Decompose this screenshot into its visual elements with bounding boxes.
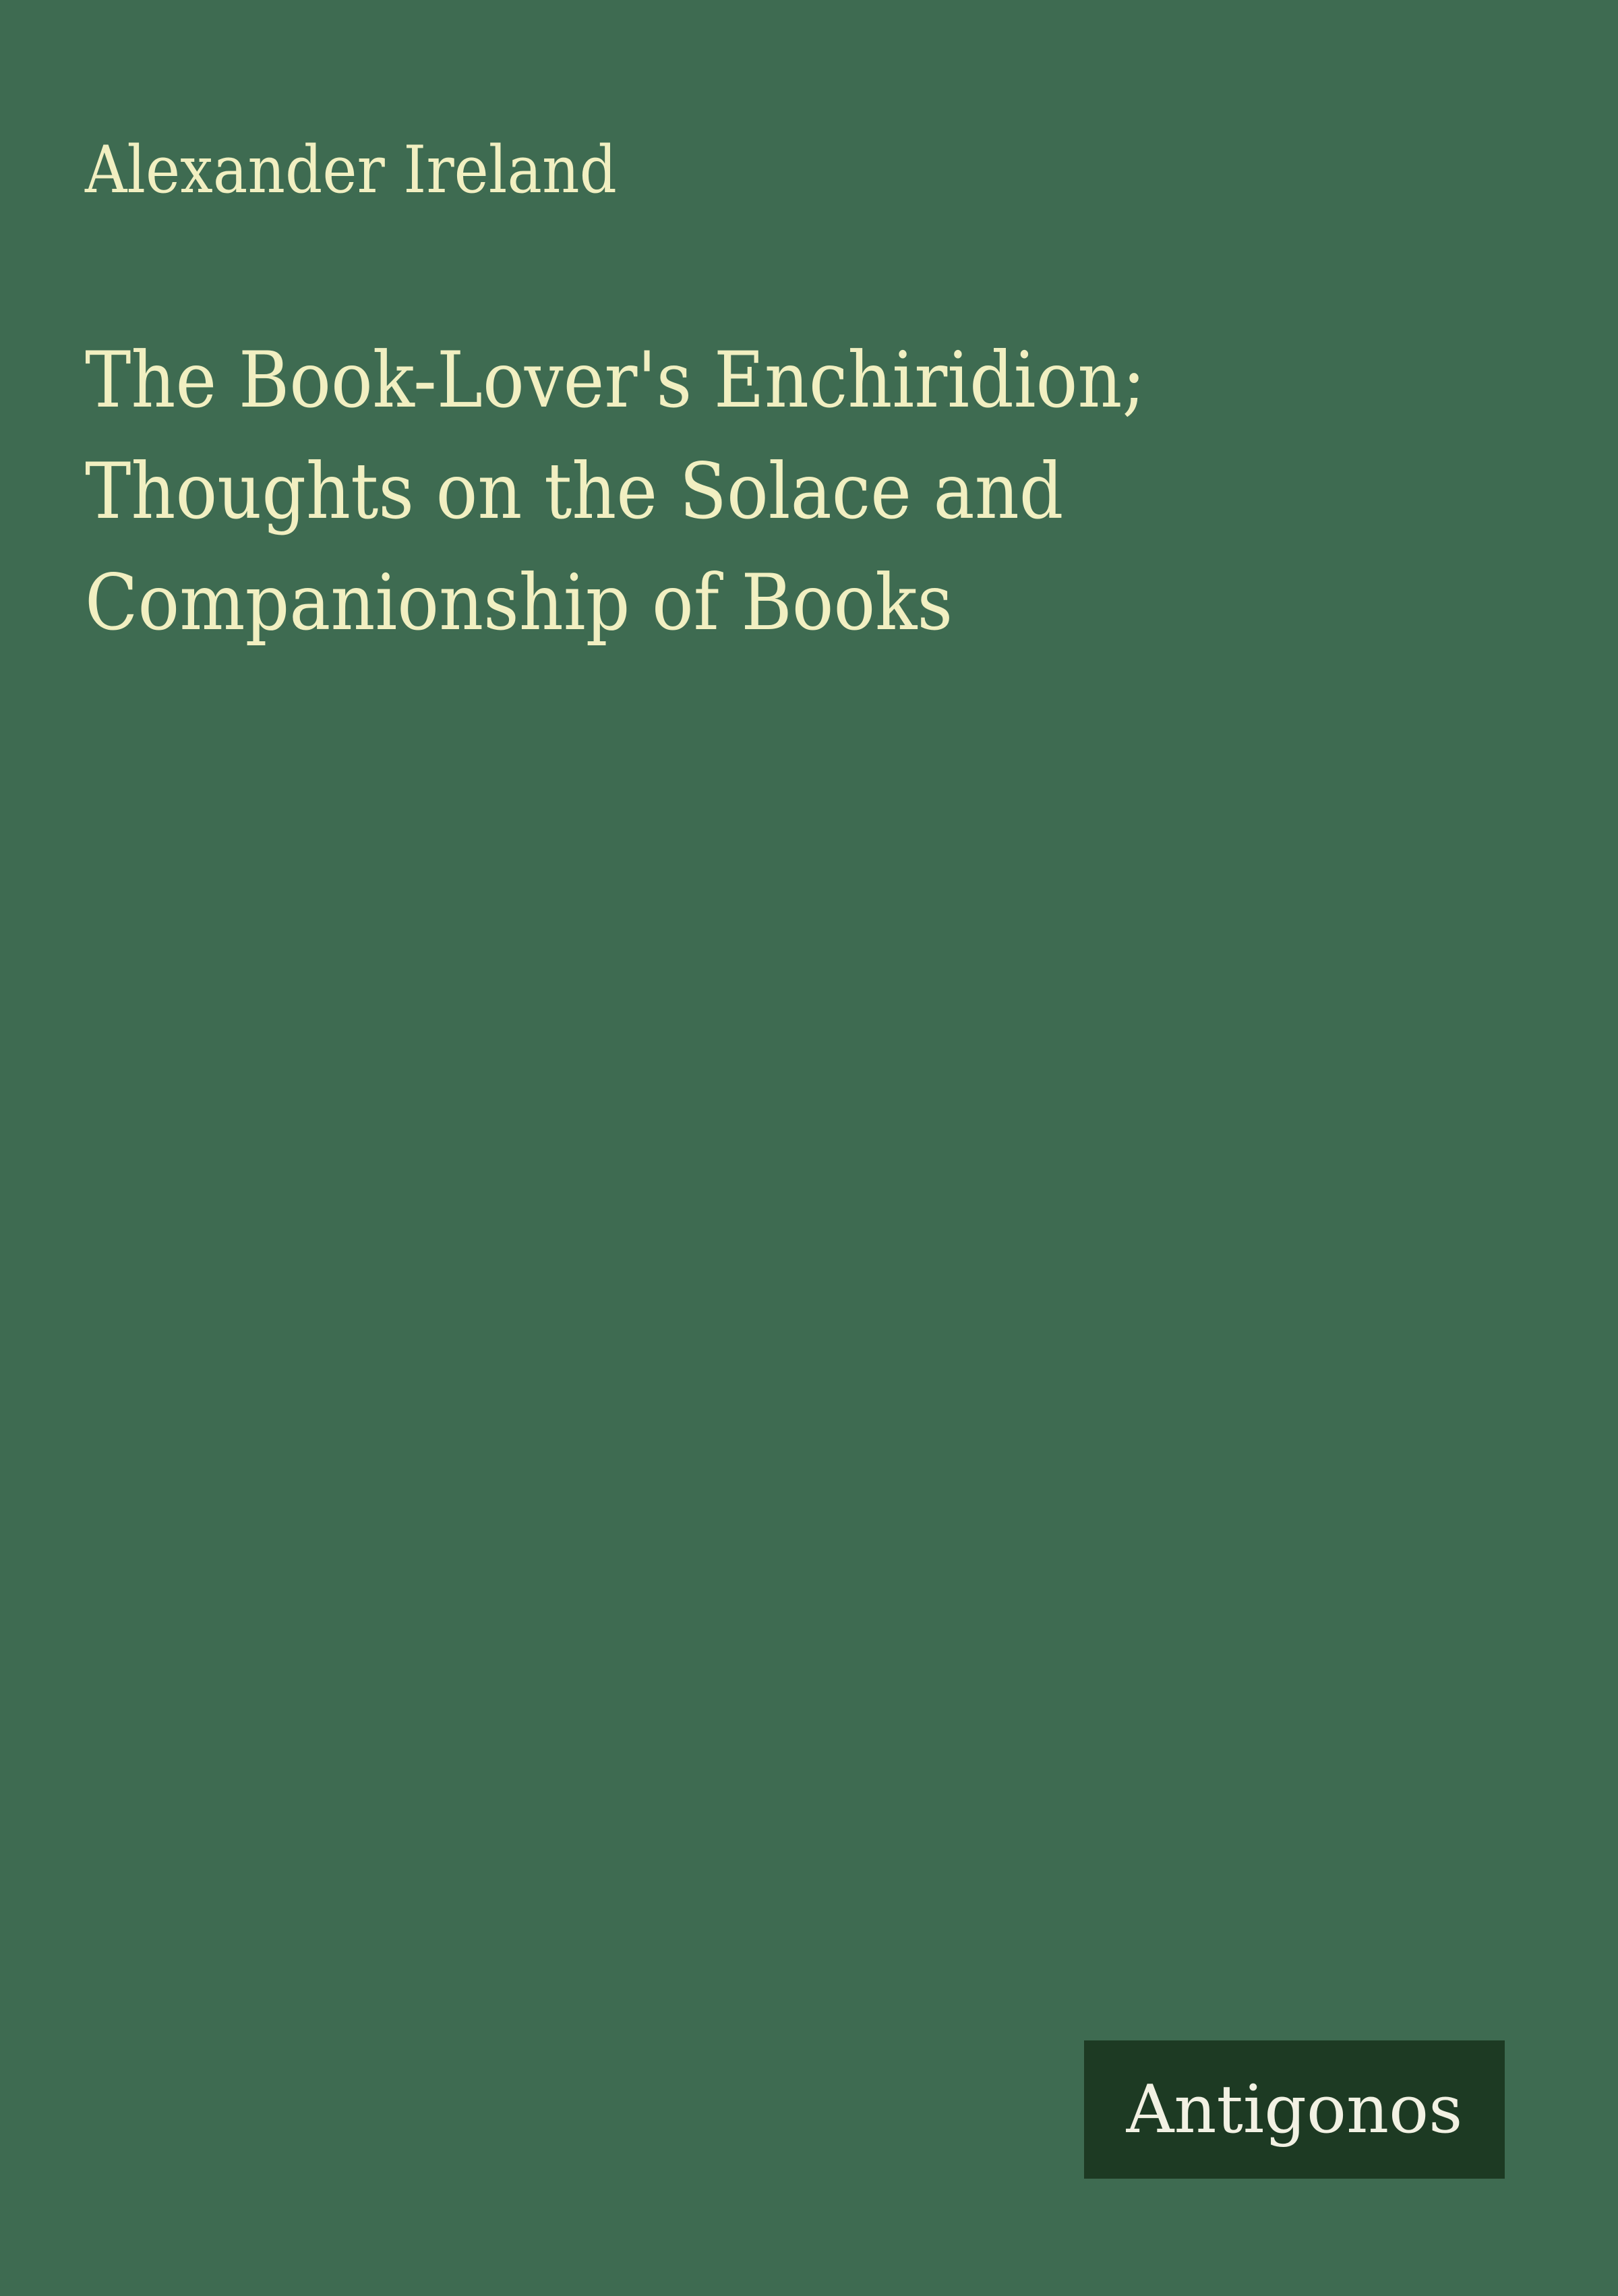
book-title <box>85 324 1145 658</box>
publisher-box <box>1084 2040 1505 2179</box>
book-title-line-1: The Book-Lover's Enchiridion; <box>85 335 1146 425</box>
author-name: Alexander Ireland <box>85 132 617 208</box>
publisher-name: Antigonos <box>1126 2071 1463 2148</box>
book-title-line-3: Companionship of Books <box>85 558 953 647</box>
book-title-line-2: Thoughts on the Solace and <box>85 446 1064 536</box>
